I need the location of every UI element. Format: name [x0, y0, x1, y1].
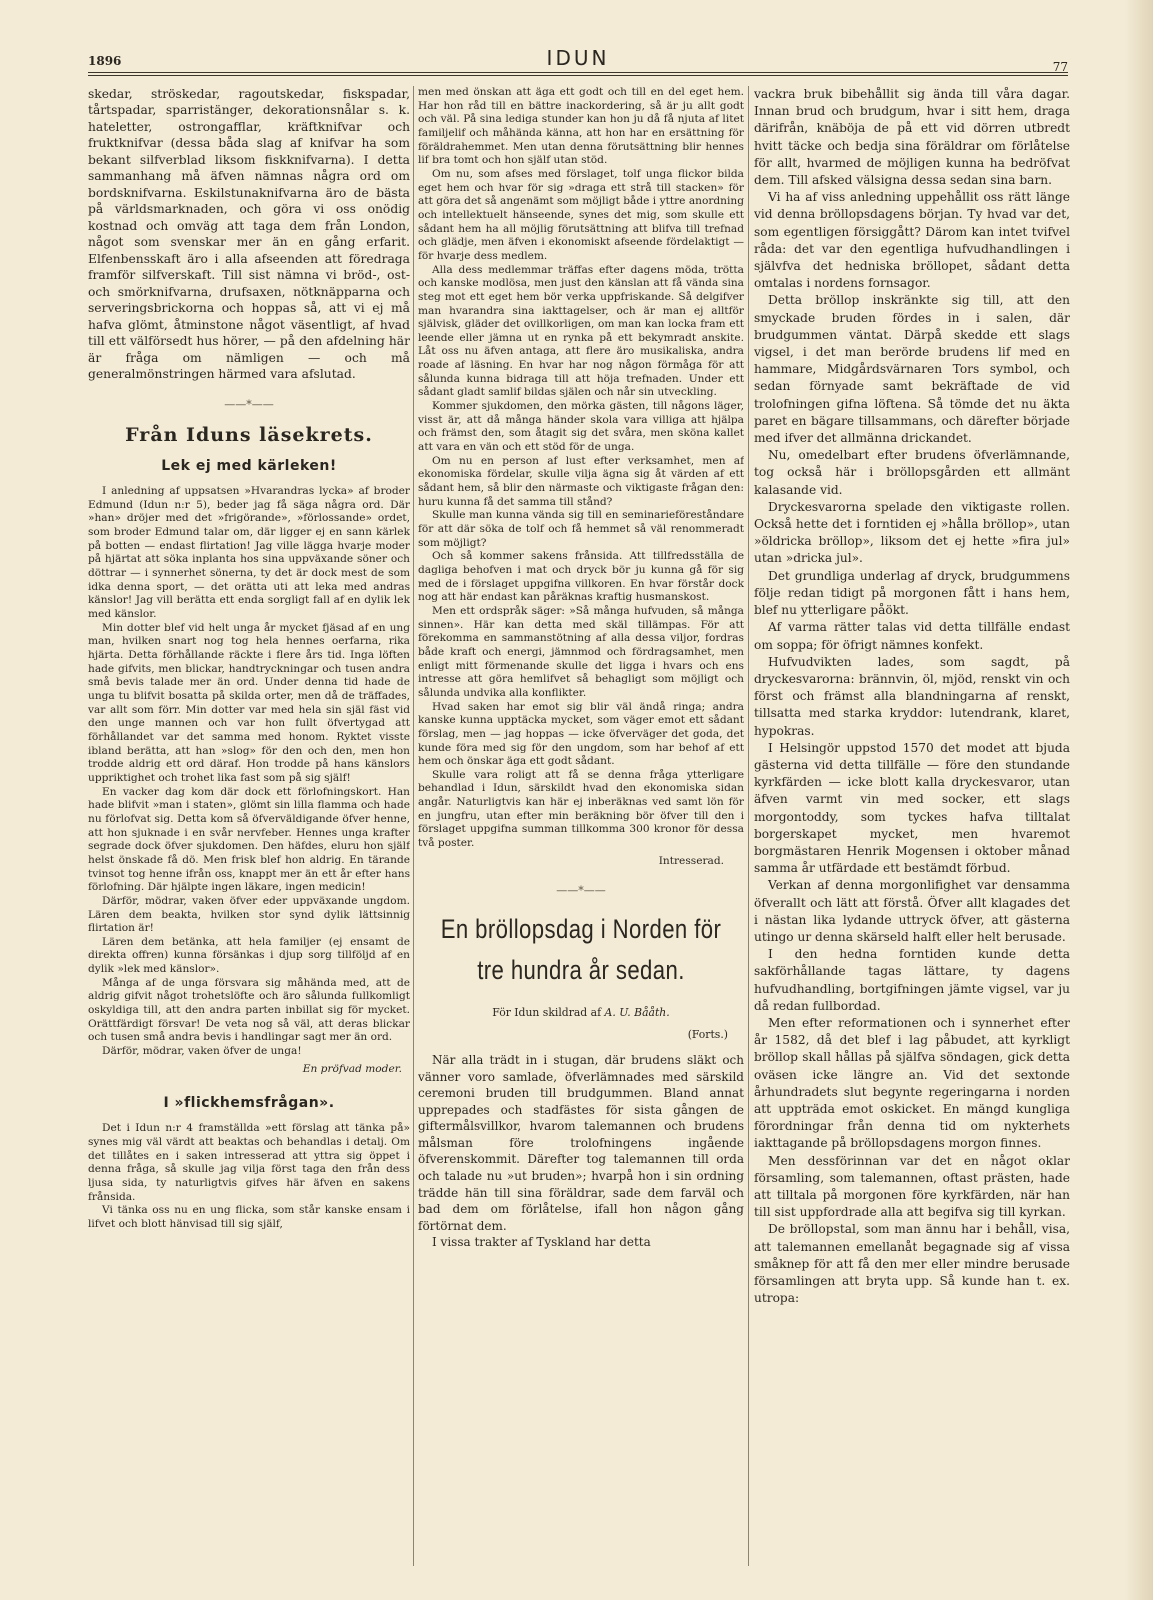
byline-author: A. U. Bååth. [604, 1006, 670, 1020]
paragraph: Detta bröllop inskränkte sig till, att den smyckade bruden fördes in i salen, där brudgummen väntat. Därpå skedde ett slags vigsel, i det man berörde brudens lif med en hammare, Midgårdsvärnaren Tors symbol, och sedan förnyade samt bekräftade de vid trolofningen gifna löftena. Så tömde det nu äkta paret en bägare tillsammans, och därefter började med ifver det allmänna drickandet. [754, 293, 1070, 446]
paragraph: Om nu, som afses med förslaget, tolf unga flickor bilda eget hem och hvar för sig »draga ett strå till stacken» för att göra det så angenämt som möjligt både i yttre anordning och intellektuelt hänseende, synes det mig, som skulle ett sådant hem ha all möjlig förutsättning att blifva till trefnad och glädje, men äfven i ekonomiskt afseende fördelaktigt — för hvarje dess medlem. [418, 167, 744, 262]
article-title: Lek ej med kärleken! [161, 458, 337, 475]
article-signature: En pröfvad moder. [302, 1062, 402, 1075]
paragraph: Men ett ordspråk säger: »Så många hufvuden, så många sinnen». Här kan detta med skäl tillämpas. För att förekomma en sammanstötning af alla dessa viljor, fordras både kraft och energi, jämnmod och fördragsamhet, men enligt mitt förmenande skulle det ligga i hvars och ens intresse att göra hemlifvet så behagligt som möjligt och sålunda undvika alla konflikter. [418, 604, 744, 699]
article-title: I »flickhemsfrågan». [163, 1095, 335, 1112]
paragraph: Verkan af denna morgonlifighet var densamma öfverallt och lätt att förstå. Öfver allt klagades det i nästan lika lydande uttryck öfver, att gästerna utingo ur denna skärseld halft eller helt berusade. [754, 878, 1070, 944]
paragraph: Kommer sjukdomen, den mörka gästen, till någons läger, visst är, att då många händer skola vara villiga att hjälpa och främst den, som åtagit sig det svåra, men sköna kallet att vara en vän och ett stöd för de unga. [418, 400, 744, 454]
byline [418, 1006, 744, 1020]
column-right [754, 86, 1070, 1564]
paragraph: men med önskan att äga ett godt och till en del eget hem. Har hon råd till en bättre inackordering, så är ju allt godt och väl. På sina lediga stunder kan hon ju då få njuta af litet familjelif och måhända känna, att hon har en ersättning för föräldrahemmet. Men utan denna förutsättning blir hennes lif bra tomt och hon själf utan stöd. [418, 86, 744, 167]
paragraph: I Helsingör uppstod 1570 det modet att bjuda gästerna vid detta tillfälle — före den stundande kyrkfärden — icke blott kalla dryckesvaror, utan äfven varmt vin med socker, ett slags morgontoddy, som tyckes hafva tilltalat borgerskapet mycket, men hvaremot borgmästaren Henrik Mogensen i oktober månad samma år utfärdade ett bestämdt förbud. [754, 740, 1070, 876]
continued-note: (Forts.) [687, 1028, 728, 1042]
paragraph: vackra bruk bibehållit sig ända till våra dagar. Innan brud och brudgum, hvar i sitt hem, draga därifrån, knäböja de på ett vid dörren utbredt hvitt täcke och bedja sina föräldrar om förlåtelse för allt, hvarmed de möjligen kunna ha bedröfvat dem. Till afsked välsigna dessa sedan sina barn. [754, 87, 1070, 188]
paragraph: Hufvudvikten lades, som sagdt, på dryckesvarorna: brännvin, öl, mjöd, renskt vin och först och främst alla blandningarna af renskt, tillsatta med starka kryddor: lutendrank, klaret, hypokras. [754, 654, 1070, 738]
paragraph: Om nu en person af lust efter verksamhet, men af ekonomiska fördelar, skulle vilja ägna sig åt värden af ett sådant hem, så blir den närmaste och viktigaste frågan den: huru kunna få det samma till stånd? [418, 454, 744, 508]
paragraph: Det i Idun n:r 4 framställda »ett förslag att tänka på» synes mig väl värdt att beaktas och behandlas i detalj. Om det tillåtes en i saken intresserad att yttra sig öppet i denna fråga, så skulle jag vilja först taga den från dess ljusa sida, ty naturligtvis gifves här äfven en sakens frånsida. [88, 1122, 410, 1203]
journal-title: IDUN [546, 46, 610, 70]
header-rule-top [88, 72, 1068, 73]
paragraph: Och så kommer sakens frånsida. Att tillfredsställa de dagliga behofven i mat och dryck bör ju kunna gå för sig med de i förslaget uppgifna villkoren. En hvar förstår dock nog att här endast kan påräknas kraftig husmanskost. [418, 550, 744, 604]
paragraph: Många af de unga försvara sig måhända med, att de aldrig gifvit något trohetslöfte och äro sålunda fullkomligt oskyldiga till, att den andra parten inbillat sig för mycket. Orättfärdigt försvar! De veta nog så väl, att deras blickar och tusen små andra bevis i handlingar sagt mer än ord. [88, 976, 410, 1044]
page-edge-shadow [1125, 0, 1153, 1600]
article-signature: Intresserad. [658, 854, 724, 867]
section-ornament: ——*—— [224, 398, 274, 412]
paragraph: Alla dess medlemmar träffas efter dagens möda, trötta och kanske modlösa, men just den känslan att få vända sina steg mot ett eget hem bör verka uppfriskande. Så delgifver man hvarandra sina iakttagelser, och är man ej alltför självisk, gläder det ovillkorligen, om man kan locka fram ett leende eller jämna ut en rynka på ett bekymradt anskite. Låt oss nu äfven antaga, att flere äro musikaliska, andra roade af läsning. En hvar har nog någon förmåga för att sålunda kunna bidraga till att höja trefnaden. Under ett sådant gladt samlif bildas själen och når sin utveckling. [418, 263, 744, 399]
paragraph: Skulle man kunna vända sig till en seminarieföreståndare för att där söka de tolf och få hemmet så väl renommeradt som möjligt? [418, 509, 744, 549]
paragraph: Af varma rätter talas vid detta tillfälle endast om soppa; för öfrigt nämnes konfekt. [754, 620, 1070, 652]
paragraph: Därför, mödrar, vaken öfver de unga! [102, 1045, 302, 1058]
column-divider [413, 86, 414, 1566]
header-rule-bottom [88, 75, 1068, 76]
column-divider [748, 86, 749, 1566]
feature-title-line: En bröllopsdag i Norden för [440, 913, 722, 944]
paragraph: När alla trädt in i stugan, där brudens släkt och vänner voro samlade, öfverlämnades med särskild ceremoni bruden till brudgummen. Bland annat upprepades och stadfästes för sista gången de giftermålsvillkor, hvarom talemannen och brudens målsman före trolofningens ingående öfverenskommit. Därefter tog talemannen till orda och talade nu »ut bruden»; hvarpå hon i sin ordning trädde hän till sina föräldrar, sade dem farväl och bad dem om förlåtelse, ifall hon någon gång förtörnat dem. [418, 1053, 744, 1233]
page-number: 77 [1052, 60, 1068, 74]
paragraph: Dryckesvarorna spelade den viktigaste rollen. Också hette det i forntiden ej »hålla bröllop», utan »öldricka bröllop», liksom det ej hette »fira jul» utan »dricka jul». [754, 499, 1070, 566]
paragraph: Nu, omedelbart efter brudens öfverlämnande, tog också här i bröllopsgården ett allmänt kalasande vid. [754, 448, 1070, 497]
paragraph: I den hedna forntiden kunde detta sakförhållande tagas lättare, ty dagens hufvudhandling, bortgifningen jämte vigsel, var ju då redan fullbordad. [754, 947, 1070, 1013]
feature-body [418, 1052, 744, 1251]
paragraph: Men dessförinnan var det en något oklar församling, som talemannen, oftast prästen, hade att tilltala på morgonen före kyrkfärden, när han till sist uppfordrade alla att begifva sig till kyrkan. [754, 1153, 1070, 1220]
paragraph: I anledning af uppsatsen »Hvarandras lycka» af broder Edmund (Idun n:r 5), beder jag få säga några ord. Där »han» dröjer med det »frigörande», »förlossande» ordet, som broder Edmund talar om, där ligger ej en sann kärlek på botten — endast flirtation! Jag ville lägga hvarje moder på hjärtat att söka inplanta hos sina uppväxande söner och döttrar — i synnerhet sönerna, ty det är dock mest de som idka denna sport, — det orätta uti att leka med andras känslor! Jag vill berätta ett enda sorgligt fall af en dylik lek med känslor. [88, 485, 410, 621]
paragraph: De bröllopstal, som man ännu har i behåll, visa, att talemannen emellanåt begagnade sig af vissa småknep för att få den mer eller mindre berusade församlingen att bryta upp. Så kunde han t. ex. utropa: [754, 1222, 1070, 1306]
paragraph: Därför, mödrar, vaken öfver eder uppväxande ungdom. Lären dem beakta, hvilken stor synd dylik lättsinnig flirtation är! [88, 894, 410, 935]
section-title: Från Iduns läsekrets. [125, 423, 373, 446]
paragraph: Hvad saken har emot sig blir väl ändå ringa; andra kanske kunna upptäcka mycket, som väger emot ett sådant förslag, men — jag hoppas — icke öfverväger det goda, det kunde föra med sig för den ungdom, som har behof af ett hem och önskar äga ett godt sådant. [418, 700, 744, 768]
column-middle [418, 86, 744, 1564]
section-ornament: ——*—— [556, 884, 606, 898]
masthead [88, 46, 1068, 78]
paragraph: Men efter reformationen och i synnerhet efter år 1582, då det blef i lag påbudet, att kyrkligt bröllop skall hållas på själfva söndagen, gick detta oväsen icke längre an. Vid det sextonde århundradets slut begynte regeringarna i norden att uppträda emot oskicket. En mängd kungliga förordningar från denna tid om nykterhets iakttagande på bröllopsdagens morgon finnes. [754, 1015, 1070, 1151]
paragraph: Vi ha af viss anledning uppehållit oss rätt länge vid denna bröllopsdagens början. Ty hvad var det, som egentligen försiggått? Därom kan intet tvifvel råda: det var den egentliga hufvudhandlingen i självfva det hedniska bröllopet, sådant detta omtalas i nordens fornsagor. [754, 190, 1070, 291]
paragraph: Skulle vara roligt att få se denna fråga ytterligare behandlad i Idun, särskildt hvad den ekonomiska sidan angår. Naturligtvis kan här ej inberäknas ved samt lön för en jungfru, utan efter min beräkning bör öfver till den i förslaget uppgifna summan tillkomma 300 kronor för dessa två poster. [418, 768, 744, 850]
byline-prefix: För Idun skildrad af [492, 1006, 602, 1020]
paragraph: Min dotter blef vid helt unga år mycket fjäsad af en ung man, hvilken snart nog tog hela hennes oerfarna, rika hjärta. Detta förhållande räckte i flere års tid. Inga löften hade gifvits, men blickar, handtryckningar och tusen andra små bevis talade mer än ord. Under denna tid hade de unga tu blifvit bosatta på skilda orter, men då de träffades, var allt som förr. Min dotter var med hela sin själ fäst vid den unge mannen och var hon fullt öfvertygad att förhållandet var det samma med honom. Ryktet visste ibland berätta, att han »slog» för den och den, men hon trodde aldrig ett ord däraf. Hon trodde på hans känslors uppriktighet och trohet lika fast som på sig själf! [88, 621, 410, 784]
feature-title [423, 909, 740, 993]
column-left [88, 86, 410, 1564]
paragraph: Vi tänka oss nu en ung flicka, som står kanske ensam i lifvet och blott hänvisad till sig själf, [88, 1204, 410, 1231]
paragraph: skedar, ströskedar, ragoutskedar, fiskspadar, tårtspadar, sparristänger, dekorationsnålar s. k. hateletter, ostrongafflar, kräftknifvar och fruktknifvar (dessa båda slag af knifvar ha som bekant silfverblad liksom fiskknifvarna). I detta sammanhang må äfven nämnas några ord om bordsknifvarna. Eskilstunaknifvarna äro de bästa på världsmarknaden, och göra vi oss onödig kostnad och omväg att taga dem från London, något som svenskar mer än en gång erfarit. Elfenbensskaft äro i alla afseenden att föredraga framför silfverskaft. Till sist nämna vi bröd-, ost- och smörknifvarna, drufsaxen, nötknäpparna och serveringsbrickorna och hoppas så, att vi ej må hafva glömt, åtminstone något väsentligt, af hvad till ett välförsedt hus hörer, — på den afdelning här är fråga om nämligen — och må generalmönstringen härmed vara afslutad. [88, 87, 410, 381]
paragraph: Det grundliga underlag af dryck, brudgummens följe redan tidigt på morgonen fått i hans hem, blef nu ytterligare påökt. [754, 568, 1070, 618]
paragraph: En vacker dag kom där dock ett förlofningskort. Han hade blifvit »man i staten», glömt sin lilla flamma och hade nu förlofvat sig. Detta kom så öfverväldigande öfver henne, att hon sjuknade i en svår nervfeber. Hennes unga krafter segrade dock öfver sjukdomen. Den häfdes, eluru hon själf helst önskade få dö. Men frisk blef hon aldrig. En tärande tvinsot tog henne ifrån oss, knappt mer än ett år efter hans förlofning. Där hjälpte ingen läkare, ingen medicin! [88, 785, 410, 894]
paragraph: I vissa trakter af Tyskland har detta [432, 1235, 651, 1250]
issue-year: 1896 [88, 54, 122, 68]
paragraph: Lären dem betänka, att hela familjer (ej ensamt de direkta offren) kunna försänkas i djup sorg tillföljd af en dylik »lek med känslor». [88, 935, 410, 976]
feature-title-line: tre hundra år sedan. [477, 955, 685, 986]
